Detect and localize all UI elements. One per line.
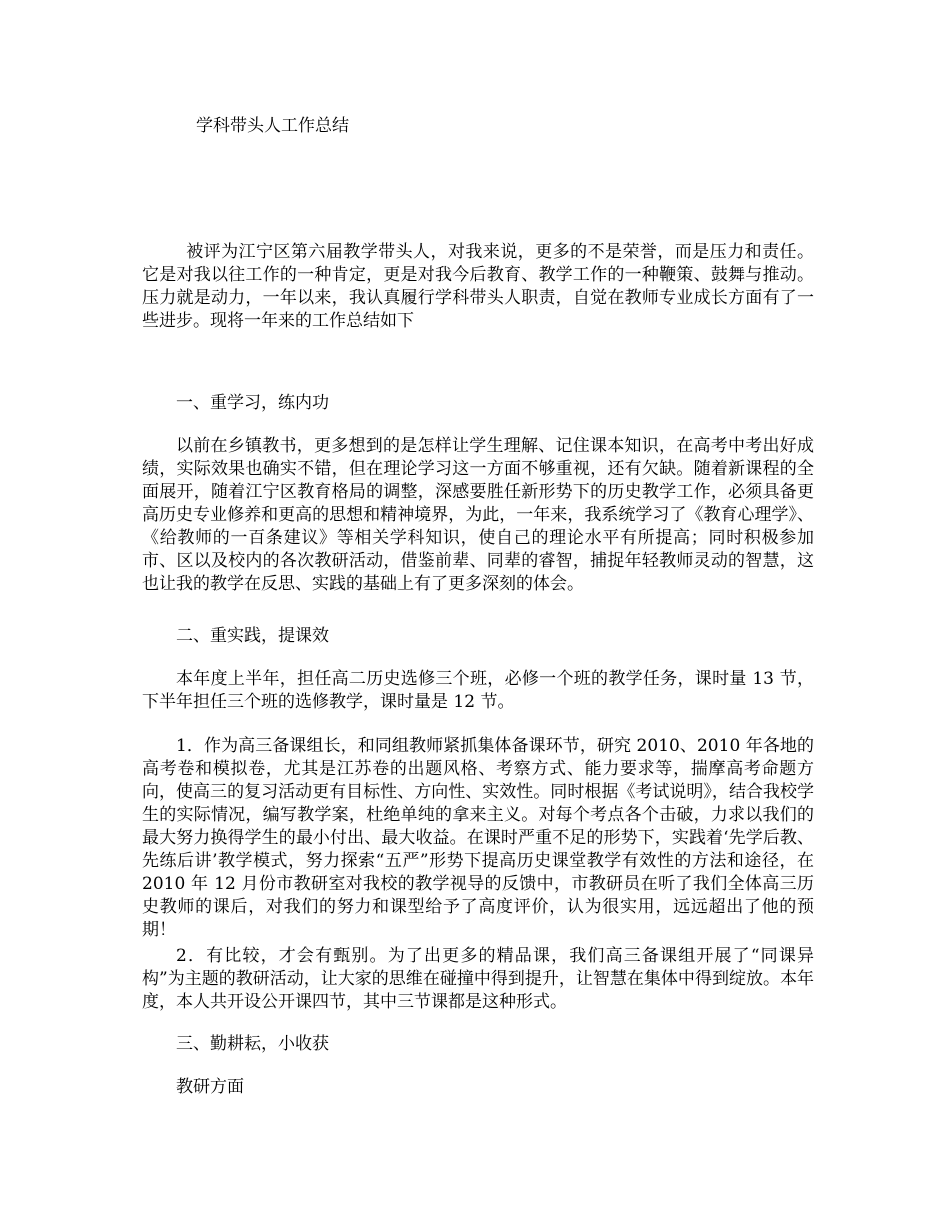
section-heading-1: 一、重学习，练内功 (176, 393, 329, 413)
section-2-item-1: 1．作为高三备课组长，和同组教师紧抓集体备课环节，研究 2010、2010 年各地的高考卷和模拟卷，尤其是江苏卷的出题风格、考察方式、能力要求等，揣摩高考命题方向，使高三的复习活动更有目标性、方向性、实效性。同时根据《考试说明》，结合我校学生的实际情况，编写教学案，杜绝单纯的拿来主义。对每个考点各个击破，力求以我们的最大努力换得学生的最小付出、最大收益。在课时严重不足的形势下，实践着‘先学后教、先练后讲’教学模式，努力探索“五严”形势下提高历史课堂教学有效性的方法和途径，在 2010 年 12 月份市教研室对我校的教学视导的反馈中，市教研员在听了我们全体高三历史教师的课后，对我们的努力和课型给予了高度评价，认为很实用，远远超出了他的预期！ (142, 736, 814, 940)
document-title: 学科带头人工作总结 (196, 116, 349, 136)
section-3-subheading: 教研方面 (176, 1077, 244, 1097)
intro-paragraph: 被评为江宁区第六届教学带头人，对我来说，更多的不是荣誉，而是压力和责任。它是对我以往工作的一种肯定，更是对我今后教育、教学工作的一种鞭策、鼓舞与推动。压力就是动力，一年以来，我认真履行学科带头人职责，自觉在教师专业成长方面有了一些进步。现将一年来的工作总结如下 (142, 242, 814, 331)
section-heading-2: 二、重实践，提课效 (176, 626, 329, 646)
section-2-paragraph: 本年度上半年，担任高二历史选修三个班，必修一个班的教学任务，课时量 13 节，下半年担任三个班的选修教学，课时量是 12 节。 (142, 669, 814, 712)
section-2-item-2: 2．有比较，才会有甄别。为了出更多的精品课，我们高三备课组开展了“同课异构”为主题的教研活动，让大家的思维在碰撞中得到提升，让智慧在集体中得到绽放。本年度，本人共开设公开课四节，其中三节课都是这种形式。 (142, 946, 814, 1012)
section-heading-3: 三、勤耕耘，小收获 (176, 1034, 329, 1054)
section-1-paragraph: 以前在乡镇教书，更多想到的是怎样让学生理解、记住课本知识，在高考中考出好成绩，实际效果也确实不错，但在理论学习这一方面不够重视，还有欠缺。随着新课程的全面展开，随着江宁区教育格局的调整，深感要胜任新形势下的历史教学工作，必须具备更高历史专业修养和更高的思想和精神境界，为此，一年来，我系统学习了《教育心理学》、《给教师的一百条建议》等相关学科知识，使自己的理论水平有所提高；同时积极参加市、区以及校内的各次教研活动，借鉴前辈、同辈的睿智，捕捉年轻教师灵动的智慧，这也让我的教学在反思、实践的基础上有了更多深刻的体会。 (142, 436, 814, 594)
